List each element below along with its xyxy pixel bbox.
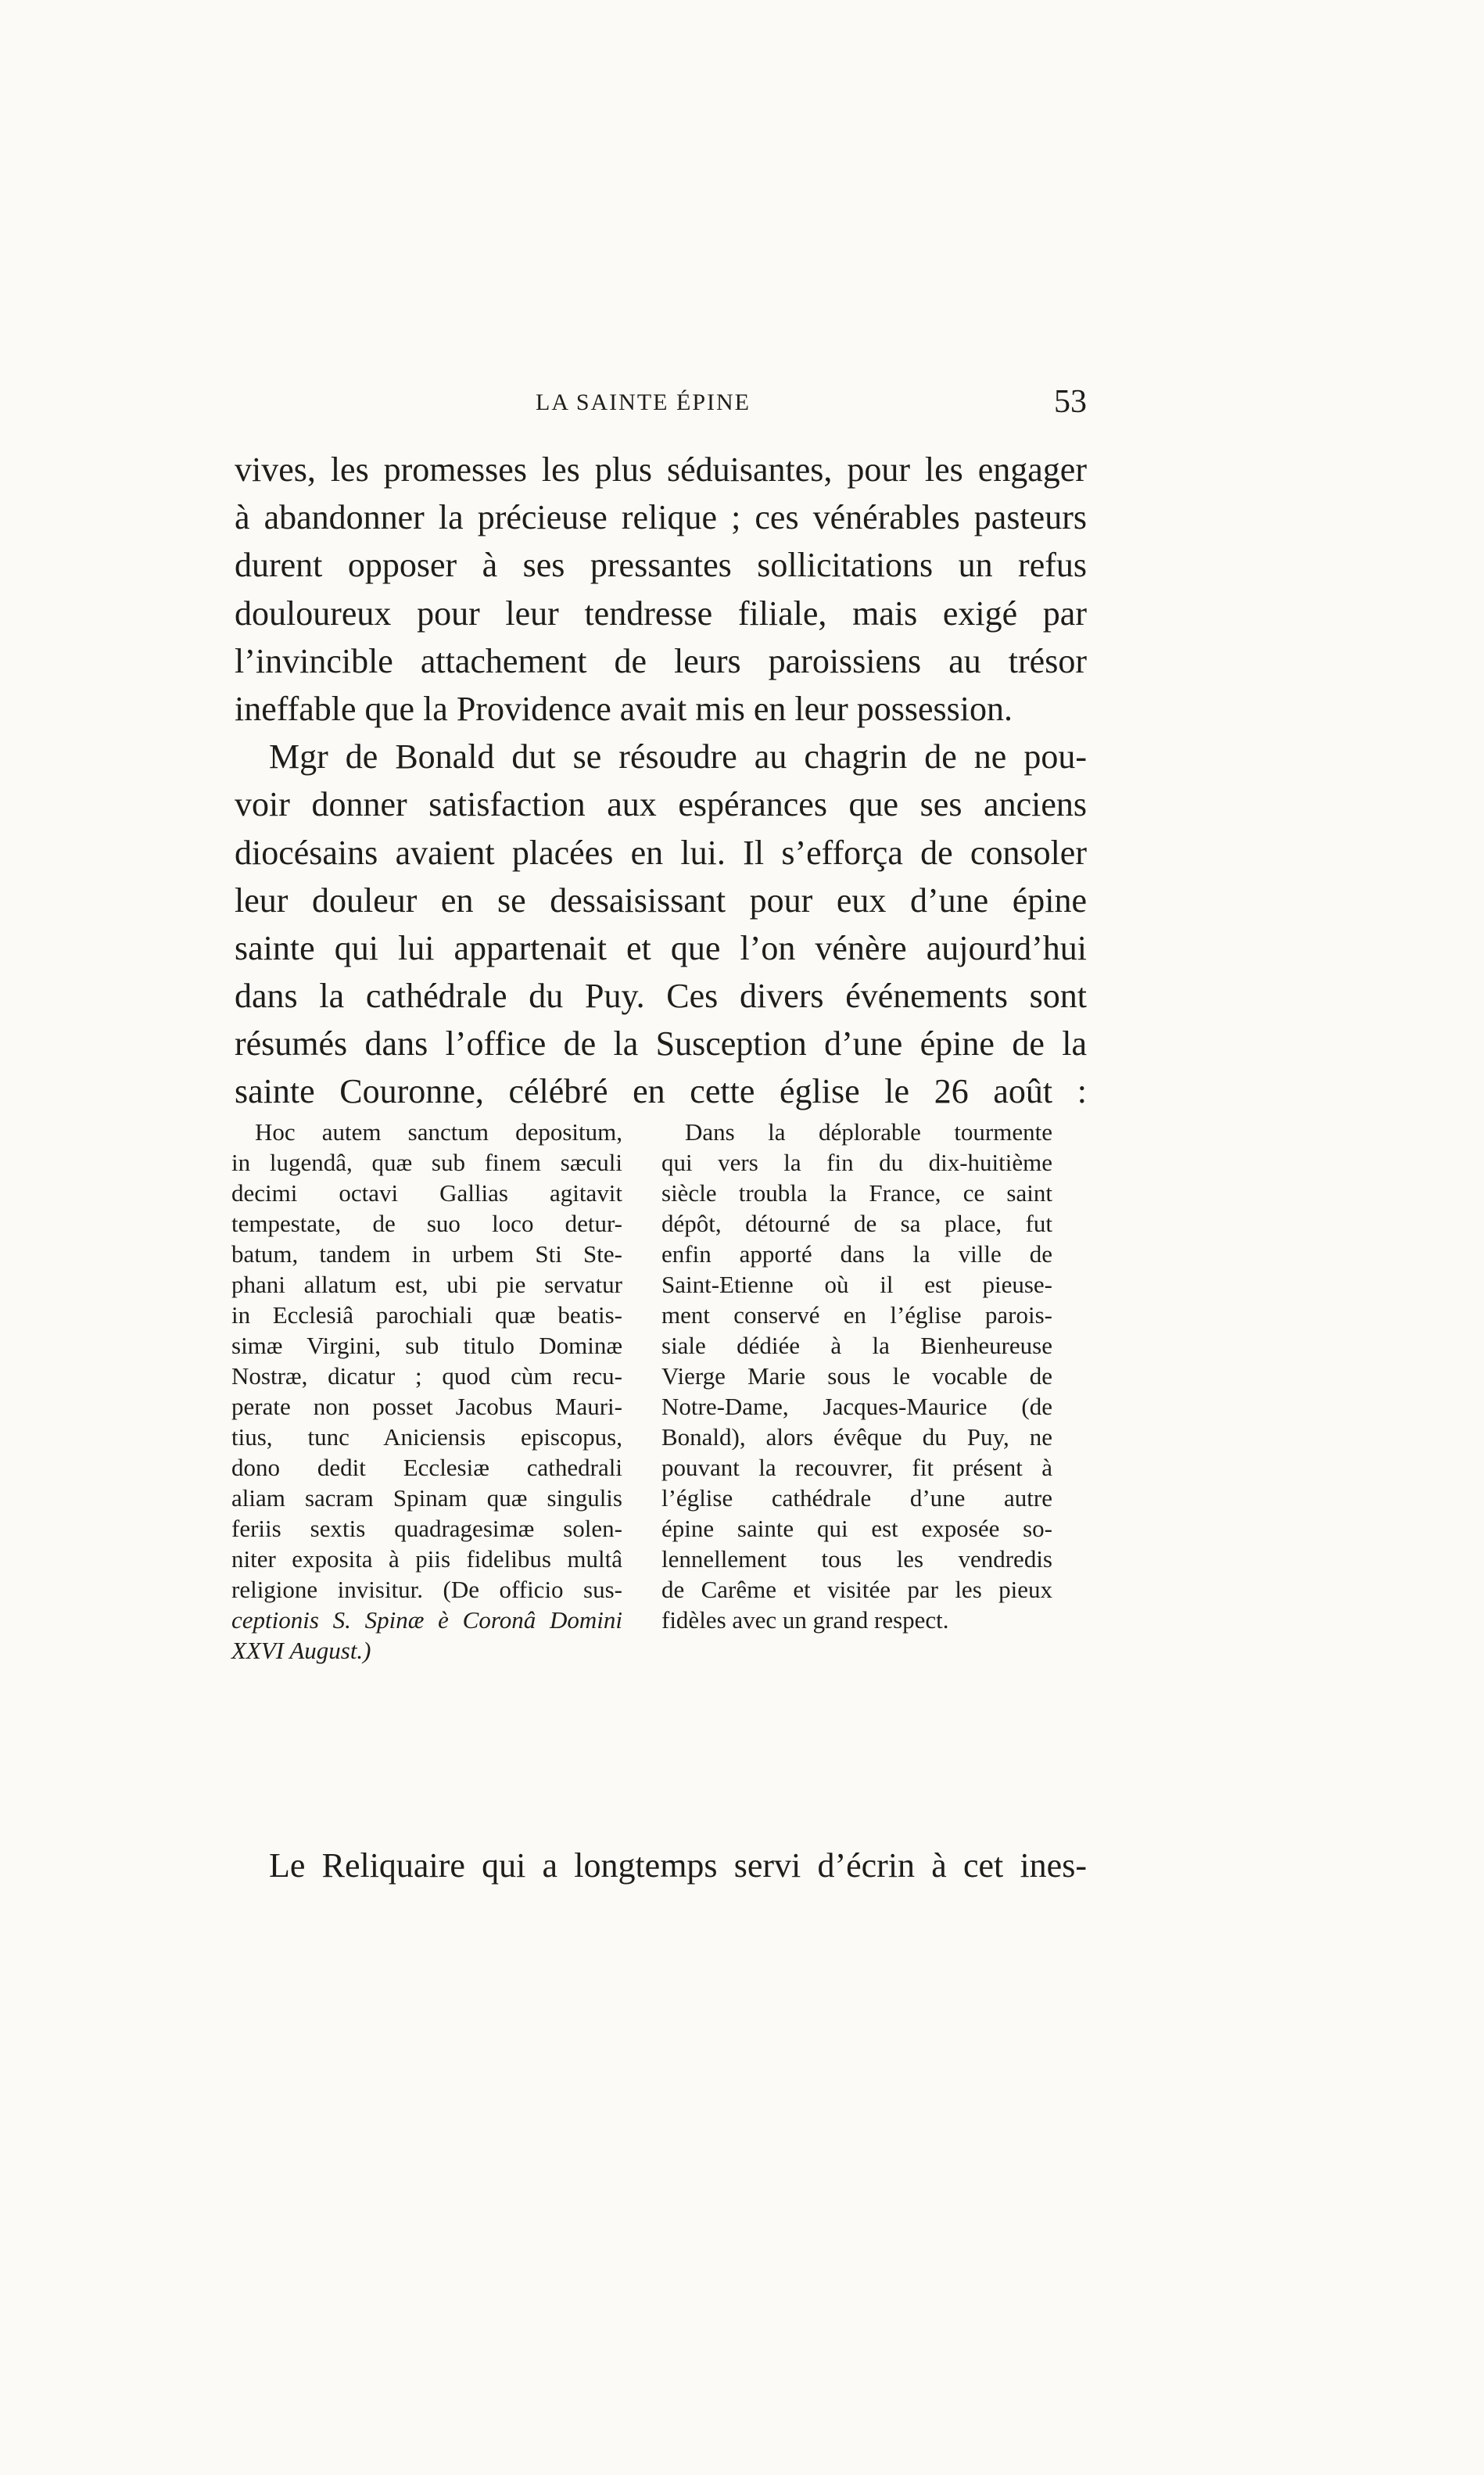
closing-line: Le Reliquaire qui a longtemps servi d’écrin à cet ines- <box>269 1846 1087 1885</box>
latin-line: Hoc autem sanctum depositum, <box>255 1118 622 1146</box>
text-line: sainte qui lui appartenait et que l’on vénère aujourd’hui <box>235 928 1087 967</box>
french-line: dépôt, détourné de sa place, fut <box>661 1210 1052 1237</box>
latin-line: simæ Virgini, sub titulo Dominæ <box>231 1332 622 1359</box>
text-line: durent opposer à ses pressantes sollicitations un refus <box>235 546 1087 585</box>
french-line: Notre-Dame, Jacques-Maurice (de <box>661 1393 1052 1420</box>
latin-line: in lugendâ, quæ sub finem sæculi <box>231 1149 622 1176</box>
latin-line: aliam sacram Spinam quæ singulis <box>231 1484 622 1512</box>
latin-citation-line: ceptionis S. Spinæ è Coronâ Domini <box>231 1606 622 1634</box>
text-line: leur douleur en se dessaisissant pour eux d’une épine <box>235 881 1087 920</box>
latin-line: niter exposita à piis fidelibus multâ <box>231 1545 622 1573</box>
latin-line: Nostræ, dicatur ; quod cùm recu- <box>231 1362 622 1390</box>
latin-line: decimi octavi Gallias agitavit <box>231 1179 622 1207</box>
latin-column <box>231 1117 622 1666</box>
page-number: 53 <box>1054 384 1087 420</box>
french-line: siale dédiée à la Bienheureuse <box>661 1332 1052 1359</box>
french-line: l’église cathédrale d’une autre <box>661 1484 1052 1512</box>
french-line: siècle troubla la France, ce saint <box>661 1179 1052 1207</box>
french-line: Vierge Marie sous le vocable de <box>661 1362 1052 1390</box>
latin-line: tempestate, de suo loco detur- <box>231 1210 622 1237</box>
text-line: l’invincible attachement de leurs paroissiens au trésor <box>235 641 1087 680</box>
latin-line: in Ecclesiâ parochiali quæ beatis- <box>231 1301 622 1329</box>
text-line: diocésains avaient placées en lui. Il s’efforça de consoler <box>235 833 1087 872</box>
latin-line: tius, tunc Aniciensis episcopus, <box>231 1423 622 1451</box>
text-line: voir donner satisfaction aux espérances que ses anciens <box>235 785 1087 824</box>
french-column <box>661 1117 1052 1635</box>
french-line: Dans la déplorable tourmente <box>685 1118 1052 1146</box>
latin-line: perate non posset Jacobus Mauri- <box>231 1393 622 1420</box>
text-line: résumés dans l’office de la Susception d’une épine de la <box>235 1024 1087 1064</box>
main-paragraphs <box>235 446 1087 1116</box>
running-title: LA SAINTE ÉPINE <box>536 389 751 415</box>
french-line: fidèles avec un grand respect. <box>661 1606 949 1634</box>
french-line: pouvant la recouvrer, fit présent à <box>661 1454 1052 1481</box>
latin-citation-line: XXVI August.) <box>231 1637 371 1664</box>
text-line: dans la cathédrale du Puy. Ces divers événements sont <box>235 977 1087 1016</box>
french-line: épine sainte qui est exposée so- <box>661 1515 1052 1542</box>
text-line: ineffable que la Providence avait mis en leur possession. <box>235 689 1013 728</box>
text-line: douloureux pour leur tendresse filiale, mais exigé par <box>235 594 1087 633</box>
text-line: sainte Couronne, célébré en cette église le 26 août : <box>235 1072 1087 1111</box>
text-line: Mgr de Bonald dut se résoudre au chagrin de ne pou- <box>269 737 1087 777</box>
latin-line: feriis sextis quadragesimæ solen- <box>231 1515 622 1542</box>
french-line: de Carême et visitée par les pieux <box>661 1576 1052 1603</box>
latin-line: religione invisitur. (De officio sus- <box>231 1576 622 1603</box>
latin-line: phani allatum est, ubi pie servatur <box>231 1271 622 1298</box>
text-line: vives, les promesses les plus séduisantes, pour les engager <box>235 450 1087 489</box>
latin-line: dono dedit Ecclesiæ cathedrali <box>231 1454 622 1481</box>
french-line: enfin apporté dans la ville de <box>661 1240 1052 1268</box>
french-line: Saint-Etienne où il est pieuse- <box>661 1271 1052 1298</box>
page-header <box>235 383 1087 430</box>
text-line: à abandonner la précieuse relique ; ces vénérables pasteurs <box>235 498 1087 537</box>
latin-line: batum, tandem in urbem Sti Ste- <box>231 1240 622 1268</box>
french-line: lennellement tous les vendredis <box>661 1545 1052 1573</box>
french-line: ment conservé en l’église parois- <box>661 1301 1052 1329</box>
french-line: qui vers la fin du dix-huitième <box>661 1149 1052 1176</box>
french-line: Bonald), alors évêque du Puy, ne <box>661 1423 1052 1451</box>
